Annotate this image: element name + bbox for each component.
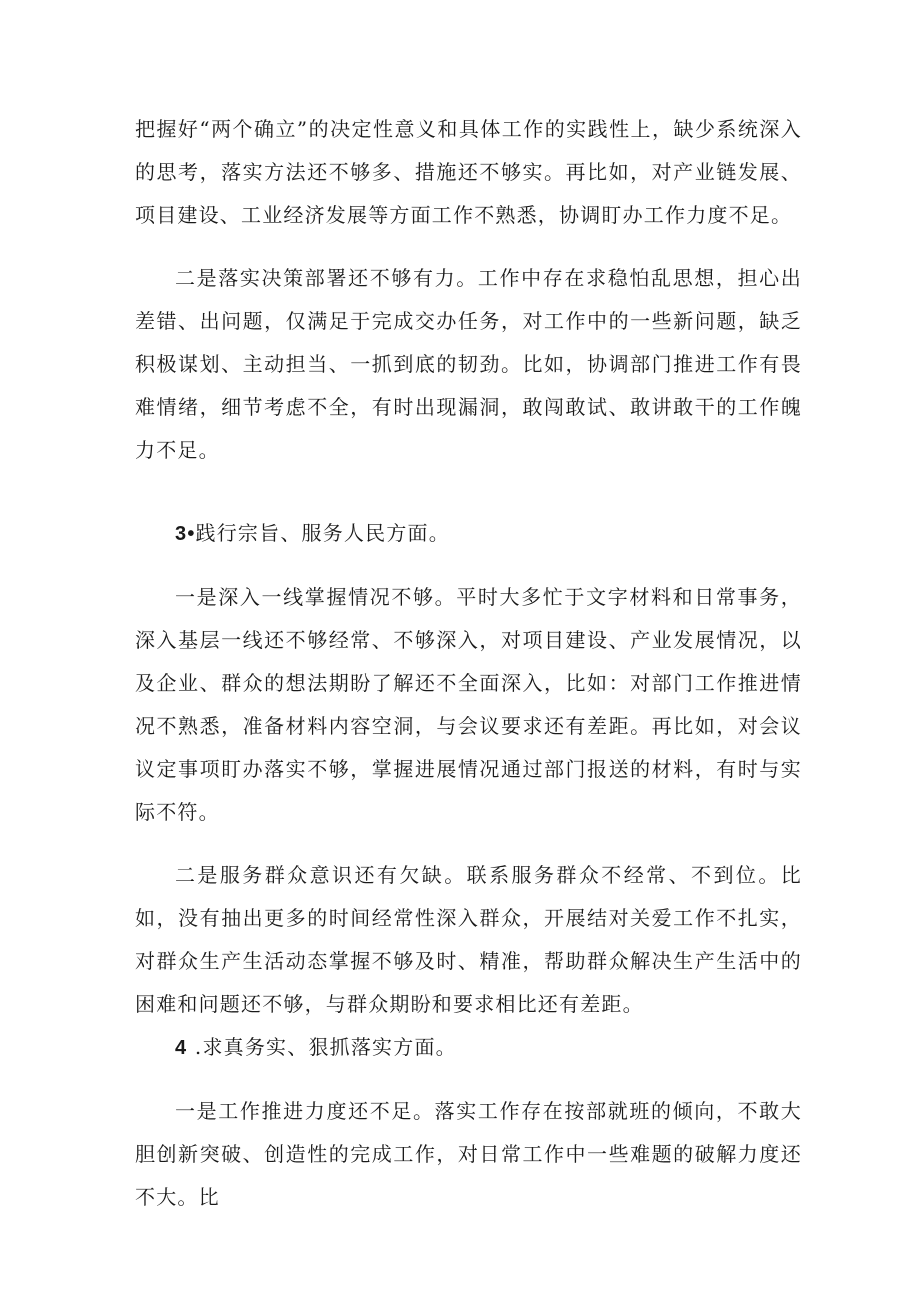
paragraph-frontline-understanding: 一是深入一线掌握情况不够。平时大多忙于文字材料和日常事务，深入基层一线还不够经常、不够深入，对项目建设、产业发展情况，以及企业、群众的想法期盼了解还不全面深入，比如：对部门工作推进情况不熟悉，准备材料内容空洞，与会议要求还有差距。再比如，对会议议定事项盯办落实不够，掌握进展情况通过部门报送的材料，有时与实际不符。: [135, 585, 802, 824]
paragraph-continuation: 把握好“两个确立”的决定性意义和具体工作的实践性上，缺少系统深入的思考，落实方法还不够多、措施还不够实。再比如，对产业链发展、项目建设、工业经济发展等方面工作不熟悉，协调盯办工作力度不足。: [135, 117, 802, 227]
paragraph-decision-implementation: 二是落实决策部署还不够有力。工作中存在求稳怕乱思想，担心出差错、出问题，仅满足于完成交办任务，对工作中的一些新问题，缺乏积极谋划、主动担当、一抓到底的韧劲。比如，协调部门推进工作有畏难情绪，细节考虑不全，有时出现漏洞，敢闯敢试、敢讲敢干的工作魄力不足。: [135, 266, 802, 462]
section-heading-3: [135, 512, 802, 556]
paragraph-service-awareness: 二是服务群众意识还有欠缺。联系服务群众不经常、不到位。比如，没有抽出更多的时间经常性深入群众，开展结对关爱工作不扎实，对群众生产生活动态掌握不够及时、精准，帮助群众解决生产生活中的困难和问题还不够，与群众期盼和要求相比还有差距。: [135, 863, 802, 1016]
section-number: 4: [175, 1037, 188, 1059]
section-title: .求真务实、狠抓落实方面。: [187, 1035, 457, 1059]
section-title: 践行宗旨、服务人民方面。: [195, 521, 450, 545]
paragraph-work-progress: 一是工作推进力度还不足。落实工作存在按部就班的倾向，不敢大胆创新突破、创造性的完成工作，对日常工作中一些难题的破解力度还不大。比: [135, 1099, 802, 1209]
section-heading-4: [135, 1026, 802, 1070]
section-number: 3•: [175, 523, 196, 545]
